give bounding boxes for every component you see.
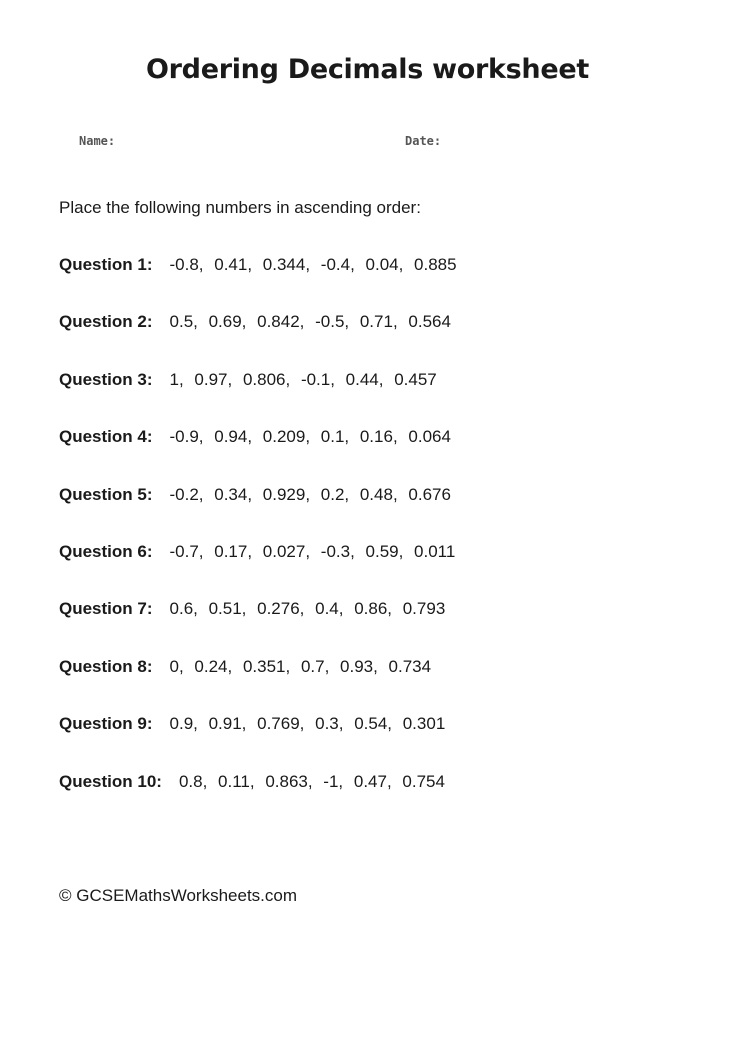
question-numbers: 0.5, 0.69, 0.842, -0.5, 0.71, 0.564 xyxy=(169,312,451,332)
question-label: Question 6: xyxy=(59,541,153,561)
page-title: Ordering Decimals worksheet xyxy=(146,54,589,85)
date-field-label: Date: xyxy=(405,134,442,148)
question-numbers: 0.9, 0.91, 0.769, 0.3, 0.54, 0.301 xyxy=(169,714,446,734)
question-10 xyxy=(59,771,457,828)
question-label: Question 8: xyxy=(59,656,153,676)
question-numbers: -0.2, 0.34, 0.929, 0.2, 0.48, 0.676 xyxy=(169,484,451,504)
question-8 xyxy=(59,656,457,713)
question-1 xyxy=(59,254,457,311)
question-7 xyxy=(59,598,457,655)
copyright-footer: © GCSEMathsWorksheets.com xyxy=(59,886,297,905)
question-numbers: -0.8, 0.41, 0.344, -0.4, 0.04, 0.885 xyxy=(169,255,457,274)
question-2 xyxy=(59,311,457,368)
question-list xyxy=(59,254,457,828)
question-numbers: 0.6, 0.51, 0.276, 0.4, 0.86, 0.793 xyxy=(169,599,446,619)
question-numbers: 0.8, 0.11, 0.863, -1, 0.47, 0.754 xyxy=(178,771,445,791)
question-numbers: -0.9, 0.94, 0.209, 0.1, 0.16, 0.064 xyxy=(169,427,451,447)
question-numbers: -0.7, 0.17, 0.027, -0.3, 0.59, 0.011 xyxy=(169,541,456,561)
question-label: Question 1: xyxy=(59,255,153,274)
question-3 xyxy=(59,369,457,426)
question-5 xyxy=(59,484,457,541)
question-label: Question 3: xyxy=(59,369,153,389)
instructions-text: Place the following numbers in ascending order: xyxy=(59,198,421,217)
question-label: Question 9: xyxy=(59,714,153,734)
question-label: Question 5: xyxy=(59,484,153,504)
question-label: Question 4: xyxy=(59,427,153,447)
name-field-label: Name: xyxy=(79,134,116,148)
question-9 xyxy=(59,713,457,770)
question-6 xyxy=(59,541,457,598)
question-numbers: 0, 0.24, 0.351, 0.7, 0.93, 0.734 xyxy=(169,656,432,676)
question-4 xyxy=(59,426,457,483)
question-label: Question 10: xyxy=(59,771,162,791)
question-label: Question 2: xyxy=(59,312,153,332)
question-label: Question 7: xyxy=(59,599,153,619)
question-numbers: 1, 0.97, 0.806, -0.1, 0.44, 0.457 xyxy=(169,369,437,389)
